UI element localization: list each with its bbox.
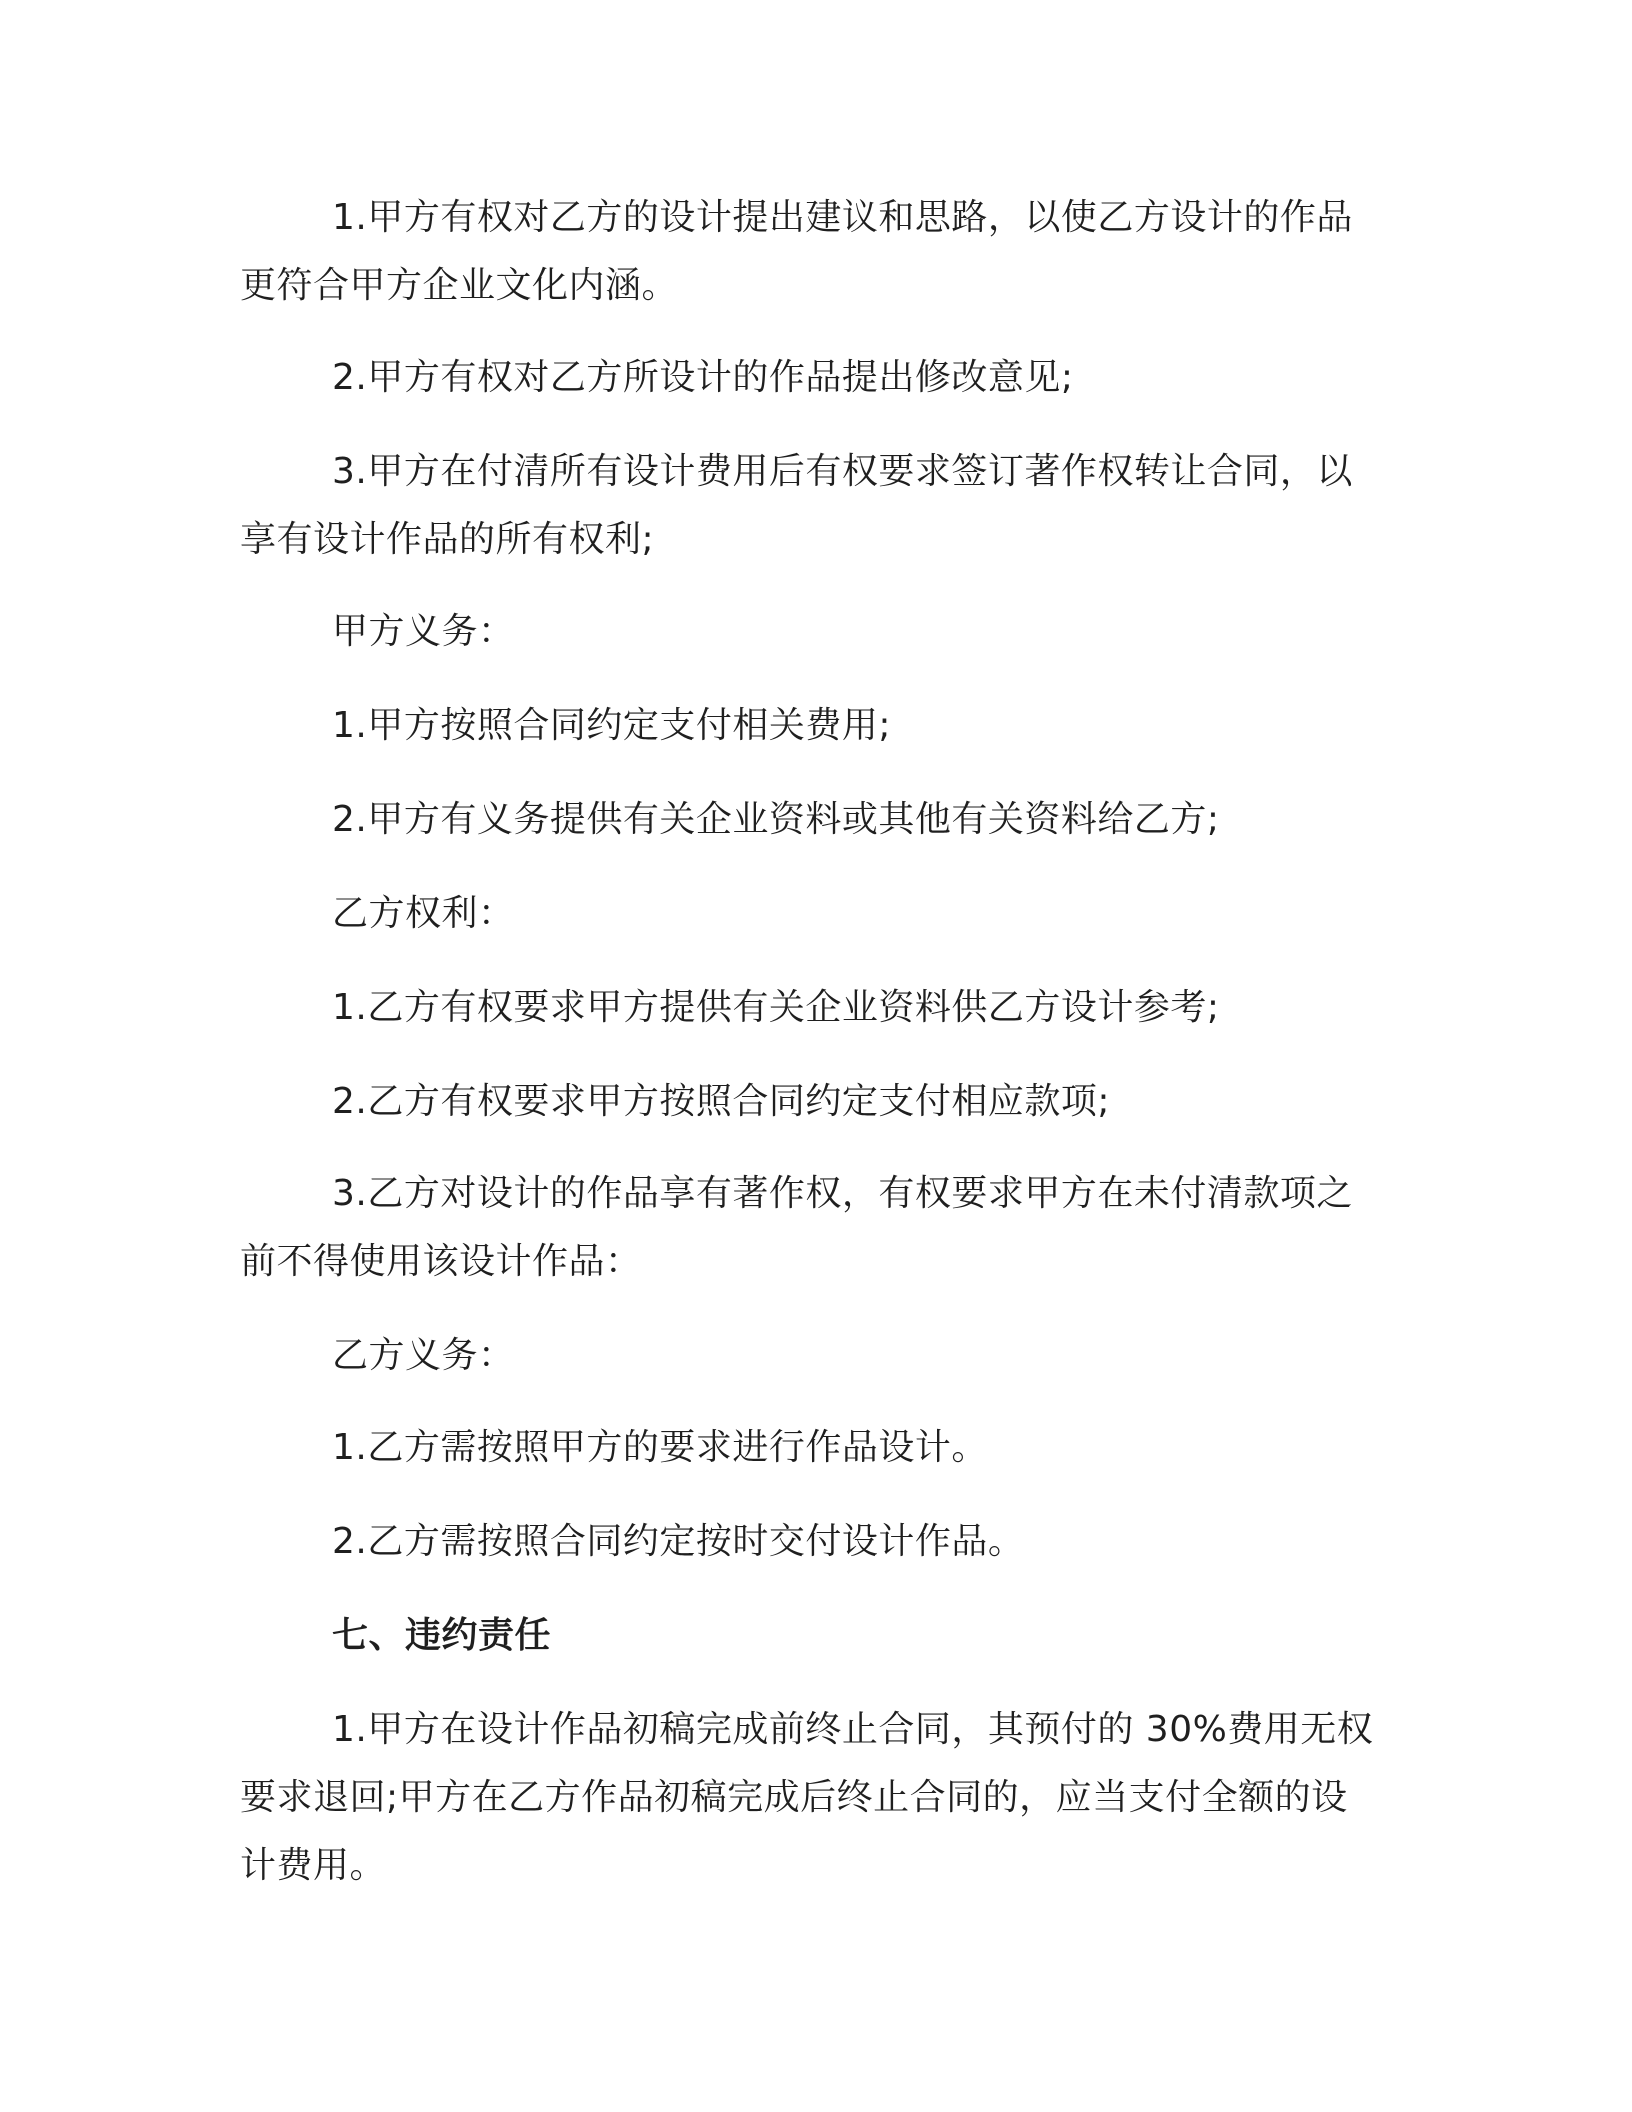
section-subheading: 甲方义务： (332, 611, 515, 652)
paragraph-line: 要求退回;甲方在乙方作品初稿完成后终止合同的，应当支付全额的设 (240, 1777, 1348, 1818)
paragraph-line: 2.乙方有权要求甲方按照合同约定支付相应款项; (332, 1081, 1110, 1122)
paragraph-line: 享有设计作品的所有权利; (240, 519, 655, 560)
section-heading: 七、违约责任 (332, 1615, 552, 1656)
paragraph-line: 2.甲方有权对乙方所设计的作品提出修改意见; (332, 357, 1074, 398)
paragraph-line: 更符合甲方企业文化内涵。 (240, 265, 679, 306)
paragraph-line: 1.甲方有权对乙方的设计提出建议和思路，以使乙方设计的作品 (332, 197, 1353, 238)
paragraph-line: 1.甲方按照合同约定支付相关费用; (332, 705, 891, 746)
section-subheading: 乙方义务： (332, 1335, 515, 1376)
paragraph-line: 前不得使用该设计作品： (240, 1241, 642, 1282)
section-subheading: 乙方权利： (332, 893, 515, 934)
paragraph-line: 3.甲方在付清所有设计费用后有权要求签订著作权转让合同，以 (332, 451, 1353, 492)
paragraph-line: 2.乙方需按照合同约定按时交付设计作品。 (332, 1521, 1025, 1562)
paragraph-line: 1.乙方有权要求甲方提供有关企业资料供乙方设计参考; (332, 987, 1220, 1028)
paragraph-line: 2.甲方有义务提供有关企业资料或其他有关资料给乙方; (332, 799, 1220, 840)
paragraph-line: 计费用。 (240, 1845, 387, 1886)
paragraph-line: 1.乙方需按照甲方的要求进行作品设计。 (332, 1427, 988, 1468)
paragraph-line: 3.乙方对设计的作品享有著作权，有权要求甲方在未付清款项之 (332, 1173, 1353, 1214)
paragraph-line: 1.甲方在设计作品初稿完成前终止合同，其预付的 30%费用无权 (332, 1709, 1374, 1750)
